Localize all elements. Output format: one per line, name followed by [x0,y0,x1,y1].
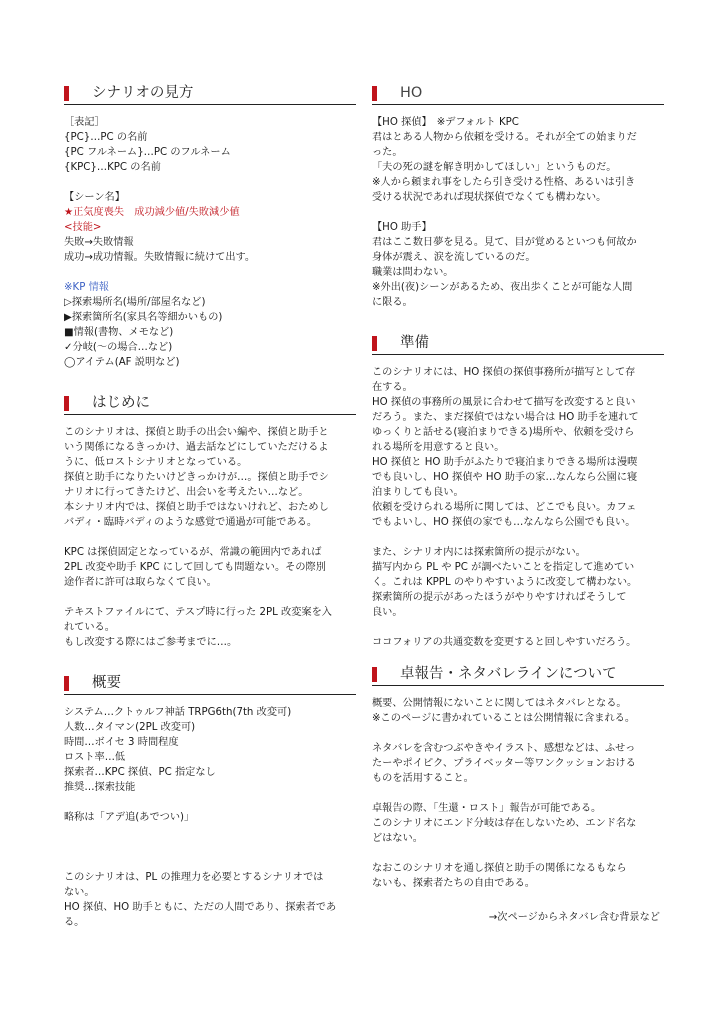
kp-info-line: ■情報(書物、メモなど) [64,327,174,338]
kp-info-line: ✓分岐(〜の場合…など) [64,342,173,353]
intro-line: バディ・臨時バディのような感覚で通過が可能である。 [64,517,318,528]
section-title: HO [400,85,423,101]
intro-line: 2PL 改変や助手 KPC にして回しても問題ない。その際別 [64,562,326,573]
intro-line: 本シナリオ内では、探偵と助手ではないけれど、おためし [64,502,329,513]
overview-line: ない。 [64,887,95,898]
scene-line: 失敗→失敗情報 [64,237,134,248]
heading-accent-bar [372,667,377,682]
intro-line: れている。 [64,622,115,633]
notation-line: {PC}…PC の名前 [64,132,148,143]
prep-line: く。これは KPPL のやりやすいように改変して構わない。 [372,577,638,588]
prep-line: でも良いし、HO 探偵や HO 助手の家…なんなら公園に寝 [372,472,638,483]
kp-info-header: ※KP 情報 [64,282,109,293]
netabare-line: ネタバレを含むつぶやきやイラスト、感想などは、ふせっ [372,743,636,754]
section-title: シナリオの見方 [92,85,194,101]
how-to-read-body [64,115,356,370]
section-heading-ho [372,84,664,105]
heading-accent-bar [372,336,377,351]
ho-line: ※人から頼まれ事をしたら引き受ける性格、あるいは引き [372,177,636,188]
kp-info-line: ▷探索場所名(場所/部屋名など) [64,297,206,308]
ho-line: 君はとある人物から依頼を受ける。それが全ての始まりだ [372,132,637,143]
netabare-line: なおこのシナリオを通し探偵と助手の関係になるもなら [372,863,627,874]
intro-body [64,425,356,650]
prep-line: でもよいし、HO 探偵の家でも…なんなら公園でも良い。 [372,517,636,528]
prep-line: 描写内から PL や PC が調べたいことを指定して進めてい [372,562,635,573]
ho-line: 受ける状況であれば現状探偵でなくても構わない。 [372,192,607,203]
prep-line: だろう。また、まだ探偵ではない場合は HO 助手を連れて [372,412,639,423]
section-title: 準備 [400,335,429,351]
intro-line: いう関係になるきっかけ、過去話などにしていただけるよ [64,442,329,453]
prep-line: 良い。 [372,607,403,618]
intro-line: 途作者に許可は取らなくて良い。 [64,577,217,588]
intro-line: ナリオに行ってきたけど、出会いを考えたい…など。 [64,487,309,498]
prep-line: このシナリオには、HO 探偵の探偵事務所が描写として存 [372,367,636,378]
section-heading-netabare [372,665,664,686]
overview-line: る。 [64,917,85,928]
notation-line: {PC フルネーム}…PC のフルネーム [64,147,231,158]
overview-line: システム…クトゥルフ神話 TRPG6th(7th 改変可) [64,707,292,718]
ho-body [372,115,664,310]
scene-sanity-line: ★正気度喪失 成功減少値/失敗減少値 [64,207,240,218]
section-heading-prep [372,334,664,355]
section-heading-intro [64,394,356,415]
intro-line: もし改変する際にはご参考までに…。 [64,637,238,648]
overview-line: 推奨…探索技能 [64,782,136,793]
prep-line: HO 探偵の事務所の風景に合わせて描写を改変すると良い [372,397,636,408]
heading-accent-bar [64,396,69,411]
netabare-line: たーやポイピク、プライベッター等ワンクッションおける [372,758,636,769]
next-page-note: →次ページからネタバレ含む背景など [488,912,660,923]
prep-line: 在する。 [372,382,413,393]
scene-skill-line: <技能> [64,222,102,233]
overview-line: 時間…ボイセ 3 時間程度 [64,737,179,748]
heading-accent-bar [64,676,69,691]
prep-line: ココフォリアの共通変数を変更すると回しやすいだろう。 [372,637,637,648]
overview-line: 人数…タイマン(2PL 改変可) [64,722,196,733]
intro-line: KPC は探偵固定となっているが、常識の範囲内であれば [64,547,322,558]
netabare-line: 概要、公開情報にないことに関してはネタバレとなる。 [372,698,627,709]
notation-line: {KPC}…KPC の名前 [64,162,161,173]
prep-line: 泊まりしても良い。 [372,487,464,498]
scene-line: 成功→成功情報。失敗情報に続けて出す。 [64,252,256,263]
section-title: 卓報告・ネタバレラインについて [400,666,617,682]
notation-header: ［表記］ [64,117,105,128]
ho-line: ※外出(夜)シーンがあるため、夜出歩くことが可能な人間 [372,282,633,293]
abbreviation-line: 略称は「アデ追(あでつい)」 [64,812,195,823]
ho-line: 身体が震え、涙を流しているのだ。 [372,252,536,263]
prep-line: れる場所を用意すると良い。 [372,442,505,453]
scene-header: 【シーン名】 [64,192,125,203]
section-title: 概要 [92,675,121,691]
left-column [64,84,356,930]
kp-info-line: ▶探索箇所名(家具名等細かいもの) [64,312,223,323]
kp-info-line: ◯アイテム(AF 説明など) [64,357,180,368]
netabare-line: どはない。 [372,833,423,844]
prep-line: ゆっくりと話せる(寝泊まりできる)場所や、依頼を受けら [372,427,635,438]
heading-accent-bar [372,86,377,101]
overview-line: このシナリオは、PL の推理力を必要とするシナリオでは [64,872,324,883]
overview-body [64,705,356,930]
ho-line: 君はここ数日夢を見る。見て、目が覚めるといつも何故か [372,237,637,248]
netabare-body [372,696,664,891]
prep-body [372,365,664,650]
netabare-line: ※このページに書かれていることは公開情報に含まれる。 [372,713,636,724]
prep-line: 探索箇所の提示があったほうがやりやすければそうして [372,592,627,603]
ho-line: った。 [372,147,403,158]
intro-line: テキストファイルにて、テスプ時に行った 2PL 改変案を入 [64,607,332,618]
right-column [372,84,664,891]
intro-line: うに、低ロストシナリオとなっている。 [64,457,248,468]
overview-line: HO 探偵、HO 助手ともに、ただの人間であり、探索者であ [64,902,337,913]
intro-line: このシナリオは、探偵と助手の出会い編や、探偵と助手と [64,427,329,438]
section-title: はじめに [92,395,150,411]
section-heading-how-to-read [64,84,356,105]
netabare-line: ものを活用すること。 [372,773,474,784]
ho-line: に限る。 [372,297,413,308]
prep-line: HO 探偵と HO 助手がふたりで寝泊まりできる場所は漫喫 [372,457,638,468]
ho-assistant-header: 【HO 助手】 [372,222,432,233]
netabare-line: 卓報告の際、「生還・ロスト」報告が可能である。 [372,803,602,814]
ho-line: 「夫の死の謎を解き明かしてほしい」というものだ。 [372,162,617,173]
overview-line: 探索者…KPC 探偵、PC 指定なし [64,767,216,778]
overview-line: ロスト率…低 [64,752,126,763]
netabare-line: このシナリオにエンド分岐は存在しないため、エンド名な [372,818,637,829]
ho-detective-header: 【HO 探偵】 ※デフォルト KPC [372,117,519,128]
prep-line: 依頼を受けられる場所に関しては、どこでも良い。カフェ [372,502,637,513]
ho-line: 職業は問わない。 [372,267,454,278]
prep-line: また、シナリオ内には探索箇所の提示がない。 [372,547,586,558]
heading-accent-bar [64,86,69,101]
netabare-line: ないも、探索者たちの自由である。 [372,878,535,889]
section-heading-overview [64,674,356,695]
intro-line: 探偵と助手になりたいけどきっかけが…。探偵と助手でシ [64,472,329,483]
